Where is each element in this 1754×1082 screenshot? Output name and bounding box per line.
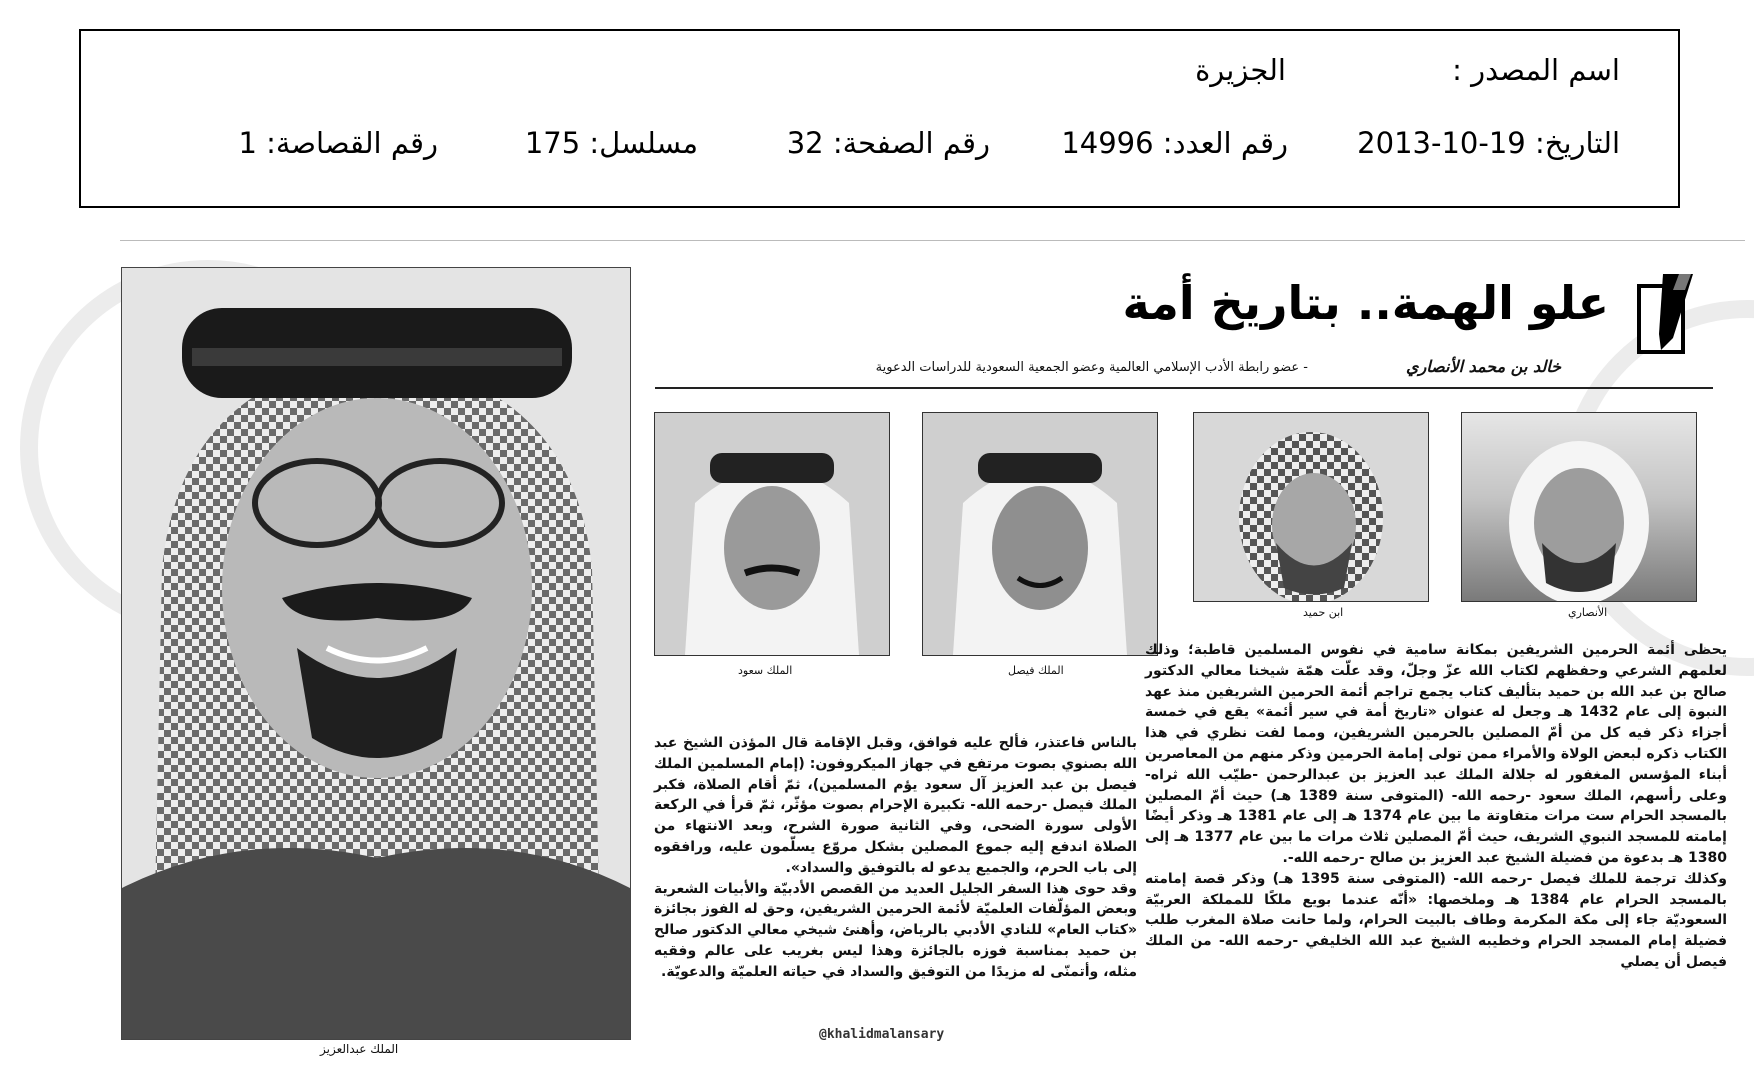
source-label: اسم المصدر : xyxy=(1452,53,1620,87)
date-field: التاريخ: 19-10-2013 xyxy=(1357,126,1620,160)
author-name: خالد بن محمد الأنصاري xyxy=(1406,357,1561,376)
main-portrait-caption: الملك عبدالعزيز xyxy=(320,1042,399,1056)
byline-divider xyxy=(655,387,1713,389)
clip-number-field: رقم القصاصة: 1 xyxy=(238,126,438,160)
article-column-left xyxy=(654,733,1137,983)
issue-number-field: رقم العدد: 14996 xyxy=(1061,126,1288,160)
page-number-field: رقم الصفحة: 32 xyxy=(786,126,990,160)
right-column-paragraph-1: يحظى أئمة الحرمين الشريفين بمكانة سامية في نفوس المسلمين قاطبة؛ وذلك لعلمهم الشرعي وحفظهم لكتاب الله عزّ وجلّ، وقد علّت همّة شيخنا معالي الدكتور صالح بن عبد الله بن حميد بتأليف كتاب يجمع تراجم أئمة الحرمين الشريفين منذ عهد النبوة إلى عام 1432 هـ وجعل له عنوان «تاريخ أمة في سير أئمة» يقع في خمسة أجزاء ذكر فيه كل من أمّ المصلين بالحرمين الشريفين، ومما لفت نظري في هذا الكتاب ذكره لبعض الولاة والأمراء ممن تولى إمامة الحرمين وذكر منهم من المعاصرين أبناء المؤسس المغفور له جلالة الملك عبد العزيز بن عبدالرحمن -طيّب الله ثراه- وعلى رأسهم، الملك سعود -رحمه الله- (المتوفى سنة 1389 هـ) حيث أمّ المصلين بالمسجد الحرام ست مرات متفاوتة ما بين عام 1374 هـ إلى عام 1381 هـ وذكر أيضًا إمامته للمسجد النبوي الشريف، حيث أمّ المصلين ثلاث مرات ما بين عام 1377 هـ إلى 1380 هـ بدعوة من فضيلة الشيخ عبد العزيز بن صالح -رحمه الله-. xyxy=(1145,642,1728,866)
source-value: الجزيرة xyxy=(1195,53,1286,87)
left-column-paragraph-1: بالناس فاعتذر، فألح عليه فوافق، وقبل الإقامة قال المؤذن الشيخ عبد الله بصنوي بصوت مرتفع في جهاز الميكروفون: (إمام المسلمين الملك فيصل بن عبد العزيز آل سعود يؤم المسلمين)، ثمّ أقام الصلاة، فكبر الملك فيصل -رحمه الله- تكبيرة الإحرام بصوت مؤثّر، ثمّ قرأ في الركعة الأولى سورة الضحى، وفي الثانية صورة الشرح، وبعد الانتهاء من الصلاة اندفع إليه جموع المصلين بشكل مروّع يسلّمون عليه، ورافقوه إلى باب الحرم، والجميع يدعو له بالتوفيق والسداد». xyxy=(654,735,1137,876)
left-column-paragraph-2: وقد حوى هذا السفر الجليل العديد من القصص الأدبيّة والأبيات الشعرية وبعض المؤلّفات العلميّة لأئمة الحرمين الشريفين، وحق له الفوز بجائزة «كتاب العام» للنادي الأدبي بالرياض، وأهنئ شيخي معالي الدكتور صالح بن حميد بمناسبة فوزه بالجائزة وهذا ليس بغريب على عالم وفقيه مثله، وأتمنّى له مزيدًا من التوفيق والسداد في حياته العلميّة والدعويّة. xyxy=(654,880,1137,980)
photo-alansari xyxy=(1461,412,1697,602)
right-column-paragraph-2: وكذلك ترجمة للملك فيصل -رحمه الله- (المتوفى سنة 1395 هـ) وذكر قصة إمامته بالمسجد الحرام عام 1384 هـ وملخصها: «أنّه عندما بويع ملكًا للمملكة العربيّة السعوديّة جاء إلى مكة المكرمة وطاف بالبيت الحرام، ولما حانت صلاة المغرب طلب فضيلة إمام المسجد الحرام وخطيبه الشيخ عبد الله الخليفي -رحمه الله- من الملك فيصل أن يصلي xyxy=(1145,870,1727,970)
photo-king-faisal xyxy=(922,412,1158,656)
clipping-top-rule xyxy=(120,240,1745,241)
pen-icon xyxy=(1633,268,1705,356)
newspaper-clipping xyxy=(0,240,1754,1082)
caption-ibn-humaid: ابن حميد xyxy=(1303,606,1344,619)
article-headline: علو الهمة.. بتاريخ أمة xyxy=(1122,276,1609,330)
author-social-handle: @khalidmalansary xyxy=(819,1027,945,1042)
article-column-right xyxy=(1145,640,1727,973)
caption-alansari: الأنصاري xyxy=(1568,606,1608,619)
photo-ibn-humaid xyxy=(1193,412,1429,602)
photo-king-saud xyxy=(654,412,890,656)
clipping-metadata-box xyxy=(79,29,1680,208)
portrait-figure xyxy=(122,268,630,1039)
caption-king-faisal: الملك فيصل xyxy=(1008,664,1064,677)
author-description: - عضو رابطة الأدب الإسلامي العالمية وعضو الجمعية السعودية للدراسات الدعوية xyxy=(875,360,1308,375)
main-portrait-photo xyxy=(121,267,631,1040)
serial-field: مسلسل: 175 xyxy=(524,126,698,160)
caption-king-saud: الملك سعود xyxy=(738,664,793,677)
